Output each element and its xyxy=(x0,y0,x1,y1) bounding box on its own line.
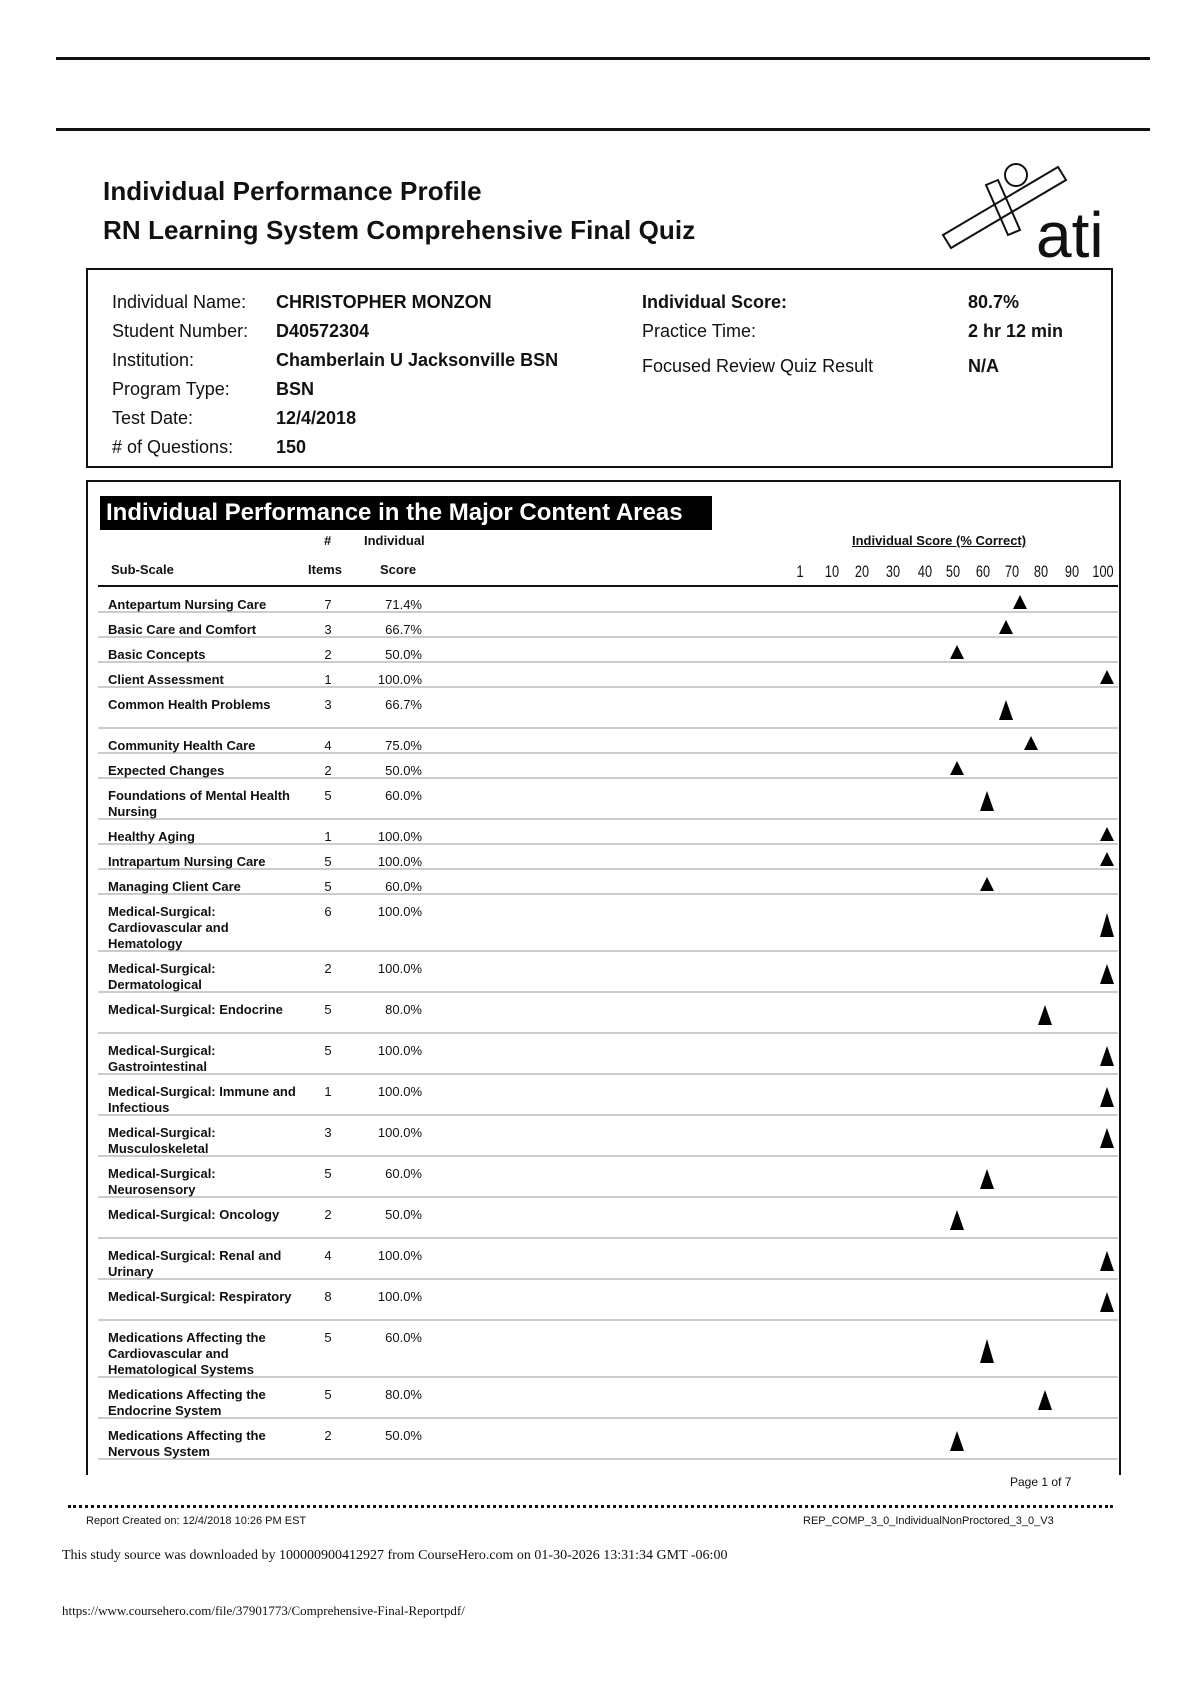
report-created: Report Created on: 12/4/2018 10:26 PM EST xyxy=(86,1515,307,1527)
subscale-score: 100.0% xyxy=(377,829,422,844)
score-marker-triangle-icon xyxy=(1013,595,1027,609)
subscale-row xyxy=(98,1321,1118,1378)
score-value: 2 hr 12 min xyxy=(968,321,1064,341)
subscale-name: Healthy Aging xyxy=(108,829,195,844)
subscale-score: 100.0% xyxy=(377,672,422,687)
subscale-score: 71.4% xyxy=(385,597,422,612)
score-marker-triangle-icon xyxy=(950,1210,964,1230)
score-marker-triangle-icon xyxy=(1100,913,1114,937)
report-title-block xyxy=(103,172,695,250)
info-label: Test Date: xyxy=(112,408,194,428)
item-count: 5 xyxy=(324,1043,332,1058)
top-rule xyxy=(56,57,1150,60)
subscale-name: Foundations of Mental Health Nursing xyxy=(108,788,290,819)
score-marker-triangle-icon xyxy=(950,1431,964,1451)
subscale-name: Managing Client Care xyxy=(108,879,241,894)
subscale-name: Client Assessment xyxy=(108,672,224,687)
subscale-score: 100.0% xyxy=(377,961,422,976)
subscale-row xyxy=(98,1198,1118,1239)
subscale-score: 50.0% xyxy=(385,763,422,778)
score-header-top: Individual xyxy=(364,533,425,548)
info-value: 12/4/2018 xyxy=(276,408,357,428)
item-count: 5 xyxy=(324,854,332,869)
score-header-bottom: Score xyxy=(380,562,417,577)
subscale-name: Medical-Surgical: Renal and Urinary xyxy=(108,1248,282,1279)
subscale-name: Expected Changes xyxy=(108,763,225,778)
study-source-note: This study source was downloaded by 100000900412927 from CourseHero.com on 01-30-2026 13:31:34 GMT -06:00 xyxy=(62,1548,728,1563)
score-marker-triangle-icon xyxy=(1100,827,1114,841)
score-marker-triangle-icon xyxy=(999,620,1013,634)
subscale-row xyxy=(98,613,1118,638)
score-label: Practice Time: xyxy=(642,321,757,341)
report-id: REP_COMP_3_0_IndividualNonProctored_3_0_V3 xyxy=(803,1515,1054,1527)
subscale-name: Medications Affecting the Endocrine System xyxy=(108,1387,266,1418)
item-count: 5 xyxy=(324,1387,332,1402)
info-label: Student Number: xyxy=(112,321,249,341)
subscale-name: Community Health Care xyxy=(108,738,256,753)
report-subtitle: RN Learning System Comprehensive Final Quiz xyxy=(103,215,696,245)
score-marker-triangle-icon xyxy=(980,1339,994,1363)
item-count: 8 xyxy=(324,1289,332,1304)
subscale-score: 66.7% xyxy=(385,622,422,637)
axis-tick-label: 40 xyxy=(917,562,933,581)
svg-text:ati: ati xyxy=(1036,199,1104,260)
page-number: Page 1 of 7 xyxy=(1010,1475,1072,1489)
info-value: BSN xyxy=(276,379,315,399)
subscale-name: Common Health Problems xyxy=(108,697,271,712)
subscale-score: 60.0% xyxy=(385,879,422,894)
axis-tick-label: 80 xyxy=(1033,562,1049,581)
score-marker-triangle-icon xyxy=(980,1169,994,1189)
subscale-score: 60.0% xyxy=(385,1330,422,1345)
info-value: Chamberlain U Jacksonville BSN xyxy=(276,350,559,370)
score-marker-triangle-icon xyxy=(1038,1390,1052,1410)
item-count: 5 xyxy=(324,1002,332,1017)
axis-tick-label: 20 xyxy=(854,562,870,581)
subscale-name: Basic Care and Comfort xyxy=(108,622,257,637)
axis-tick-label: 30 xyxy=(885,562,901,581)
item-count: 2 xyxy=(324,1207,332,1222)
subscale-name: Antepartum Nursing Care xyxy=(108,597,267,612)
item-count: 2 xyxy=(324,763,332,778)
subscale-score: 50.0% xyxy=(385,647,422,662)
ati-logo xyxy=(938,155,1118,260)
subscale-score: 100.0% xyxy=(377,1125,422,1140)
score-marker-triangle-icon xyxy=(950,645,964,659)
subscale-score: 100.0% xyxy=(377,1289,422,1304)
item-count: 1 xyxy=(324,672,332,687)
item-count: 3 xyxy=(324,622,332,637)
axis-tick-label: 10 xyxy=(824,562,840,581)
subscale-score: 60.0% xyxy=(385,1166,422,1181)
subscale-header: Sub-Scale xyxy=(111,562,174,577)
subscale-score: 60.0% xyxy=(385,788,422,803)
subscale-row xyxy=(98,993,1118,1034)
subscale-row xyxy=(98,663,1118,688)
subscale-name: Medical-Surgical: Dermatological xyxy=(108,961,216,992)
subscale-row xyxy=(98,729,1118,754)
score-value: 80.7% xyxy=(968,292,1020,312)
axis-tick-label: 60 xyxy=(975,562,991,581)
axis-tick-label: 70 xyxy=(1004,562,1020,581)
subscale-name: Medications Affecting the Cardiovascular and Hematological Systems xyxy=(108,1330,266,1377)
subscale-name: Medical-Surgical: Cardiovascular and Hematology xyxy=(108,904,229,951)
subscale-row xyxy=(98,952,1118,993)
subscale-name: Medical-Surgical: Respiratory xyxy=(108,1289,292,1304)
subscale-row xyxy=(98,1378,1118,1419)
axis-tick-label: 90 xyxy=(1064,562,1080,581)
item-count: 6 xyxy=(324,904,332,919)
subscale-row xyxy=(98,870,1118,895)
subscale-row xyxy=(98,1280,1118,1321)
item-count: 5 xyxy=(324,788,332,803)
item-count: 3 xyxy=(324,697,332,712)
item-count: 5 xyxy=(324,1330,332,1345)
ati-figure-logo-icon xyxy=(938,155,1118,260)
subscale-row xyxy=(98,1157,1118,1198)
subscale-row xyxy=(98,1075,1118,1116)
score-marker-triangle-icon xyxy=(980,877,994,891)
score-label: Individual Score: xyxy=(642,292,788,312)
subscale-row xyxy=(98,895,1118,952)
subscale-score: 75.0% xyxy=(385,738,422,753)
item-count: 2 xyxy=(324,647,332,662)
info-label: # of Questions: xyxy=(112,437,234,457)
score-marker-triangle-icon xyxy=(1100,964,1114,984)
score-value: N/A xyxy=(968,356,999,376)
score-marker-triangle-icon xyxy=(1024,736,1038,750)
subscale-score: 100.0% xyxy=(377,1248,422,1263)
info-label: Institution: xyxy=(112,350,195,370)
info-value: CHRISTOPHER MONZON xyxy=(276,292,492,312)
subscale-score: 50.0% xyxy=(385,1207,422,1222)
item-count: 4 xyxy=(324,1248,332,1263)
subscale-name: Medical-Surgical: Immune and Infectious xyxy=(108,1084,296,1115)
header-rule xyxy=(98,585,1118,587)
item-count: 2 xyxy=(324,961,332,976)
score-marker-triangle-icon xyxy=(999,700,1013,720)
subscale-name: Medical-Surgical: Neurosensory xyxy=(108,1166,216,1197)
subscale-name: Basic Concepts xyxy=(108,647,206,662)
score-marker-triangle-icon xyxy=(1100,1292,1114,1312)
score-label: Focused Review Quiz Result xyxy=(642,356,874,376)
subscale-name: Intrapartum Nursing Care xyxy=(108,854,266,869)
score-marker-triangle-icon xyxy=(1100,852,1114,866)
axis-tick-label: 1 xyxy=(796,562,804,581)
score-marker-triangle-icon xyxy=(980,791,994,811)
student-info-box xyxy=(86,268,1113,468)
axis-title: Individual Score (% Correct) xyxy=(852,533,1027,548)
report-title: Individual Performance Profile xyxy=(103,176,482,206)
items-header-bottom: Items xyxy=(308,562,342,577)
section-title: Individual Performance in the Major Content Areas xyxy=(100,496,712,530)
item-count: 5 xyxy=(324,879,332,894)
subscale-score: 50.0% xyxy=(385,1428,422,1443)
score-marker-triangle-icon xyxy=(1100,1128,1114,1148)
subscale-row xyxy=(98,845,1118,870)
subscale-score: 100.0% xyxy=(377,1084,422,1099)
subscale-name: Medications Affecting the Nervous System xyxy=(108,1428,266,1459)
subscale-score: 66.7% xyxy=(385,697,422,712)
subscale-row xyxy=(98,779,1118,820)
subscale-score: 100.0% xyxy=(377,854,422,869)
score-marker-triangle-icon xyxy=(950,761,964,775)
source-url[interactable]: https://www.coursehero.com/file/37901773/Comprehensive-Final-Reportpdf/ xyxy=(62,1603,465,1618)
subscale-row xyxy=(98,1116,1118,1157)
info-value: 150 xyxy=(276,437,307,457)
dotted-divider xyxy=(68,1505,1113,1508)
subscale-score: 80.0% xyxy=(385,1387,422,1402)
subscale-score: 100.0% xyxy=(377,1043,422,1058)
subscale-row xyxy=(98,638,1118,663)
item-count: 3 xyxy=(324,1125,332,1140)
subscale-row xyxy=(98,688,1118,729)
subscale-name: Medical-Surgical: Gastrointestinal xyxy=(108,1043,216,1074)
item-count: 1 xyxy=(324,1084,332,1099)
subscale-row xyxy=(98,1419,1118,1460)
subscale-row xyxy=(98,588,1118,613)
item-count: 7 xyxy=(324,597,332,612)
second-rule xyxy=(56,128,1150,131)
item-count: 4 xyxy=(324,738,332,753)
subscale-row xyxy=(98,754,1118,779)
axis-tick-label: 100 xyxy=(1092,562,1114,581)
score-marker-triangle-icon xyxy=(1100,1251,1114,1271)
item-count: 1 xyxy=(324,829,332,844)
subscale-name: Medical-Surgical: Endocrine xyxy=(108,1002,283,1017)
info-value: D40572304 xyxy=(276,321,370,341)
info-label: Individual Name: xyxy=(112,292,247,312)
subscale-name: Medical-Surgical: Oncology xyxy=(108,1207,280,1222)
subscale-row xyxy=(98,820,1118,845)
item-count: 2 xyxy=(324,1428,332,1443)
info-label: Program Type: xyxy=(112,379,230,399)
score-marker-triangle-icon xyxy=(1100,670,1114,684)
subscale-score: 100.0% xyxy=(377,904,422,919)
score-marker-triangle-icon xyxy=(1100,1087,1114,1107)
axis-tick-label: 50 xyxy=(945,562,961,581)
subscale-row xyxy=(98,1239,1118,1280)
item-count: 5 xyxy=(324,1166,332,1181)
items-header-top: # xyxy=(324,533,332,548)
score-marker-triangle-icon xyxy=(1038,1005,1052,1025)
subscale-row xyxy=(98,1034,1118,1075)
subscale-score: 80.0% xyxy=(385,1002,422,1017)
score-marker-triangle-icon xyxy=(1100,1046,1114,1066)
subscale-name: Medical-Surgical: Musculoskeletal xyxy=(108,1125,216,1156)
